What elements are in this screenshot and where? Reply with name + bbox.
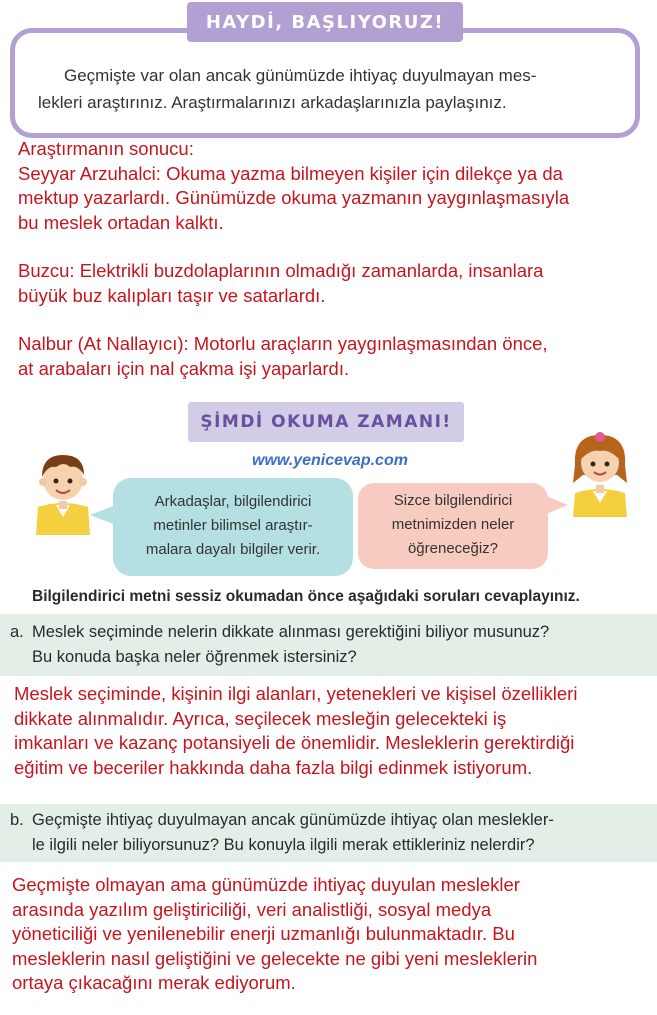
question-b-line: Geçmişte ihtiyaç duyulmayan ancak günümüzde ihtiyaç olan meslekler- (32, 811, 554, 829)
bubble-left-line: malara dayalı bilgiler verir. (145, 541, 321, 558)
answer-b-line: ortaya çıkacağını merak ediyorum. (12, 972, 296, 993)
question-label: b. (10, 811, 24, 829)
answer-a (14, 682, 654, 780)
question-label: a. (10, 623, 24, 641)
task-line-1: Geçmişte var olan ancak günümüzde ihtiyaç duyulmayan mes- (64, 66, 537, 85)
research-result (18, 137, 648, 381)
bubble-left-line: metinler bilimsel araştır- (153, 517, 313, 534)
answer-b (12, 873, 652, 996)
answer-b-line: yöneticiliği ve yenilenebilir enerji uzmanlığı bulunmaktadır. Bu (12, 923, 515, 944)
speech-bubble-right (358, 483, 548, 569)
research-line: Buzcu: Elektrikli buzdolaplarının olmadığı zamanlarda, insanlara (18, 260, 544, 281)
question-b-band (0, 804, 657, 862)
task-line-2: lekleri araştırınız. Araştırmalarınızı arkadaşlarınızla paylaşınız. (38, 93, 507, 112)
research-line: Araştırmanın sonucu: (18, 138, 194, 159)
research-line: bu meslek ortadan kalktı. (18, 211, 224, 233)
section-banner-reading: ŞİMDİ OKUMA ZAMANI! (188, 402, 464, 442)
answer-b-line: arasında yazılım geliştiriciliği, veri analistliği, sosyal medya (12, 898, 492, 920)
question-a-line: Bu konuda başka neler öğrenmek istersiniz? (32, 648, 357, 666)
task-instruction (38, 62, 622, 116)
answer-b-line: mesleklerin nasıl geliştiğini ve gelecekte ne gibi yeni mesleklerin (12, 947, 538, 969)
reading-instruction: Bilgilendirici metni sessiz okumadan önce aşağıdaki soruları cevaplayınız. (32, 588, 580, 605)
question-a-band (0, 614, 657, 676)
answer-a-line: dikkate alınmalıdır. Ayrıca, seçilecek mesleğin gelecekteki iş (14, 707, 507, 729)
section-banner-start: HAYDİ, BAŞLIYORUZ! (187, 2, 463, 42)
research-line: mektup yazarlardı. Günümüzde okuma yazmanın yaygınlaşmasıyla (18, 187, 570, 208)
watermark-text: www.yenicevap.com (252, 452, 408, 469)
research-line: at arabaları için nal çakma işi yaparlardı. (18, 357, 350, 379)
answer-a-line: eğitim ve beceriler hakkında daha fazla bilgi edinmek istiyorum. (14, 756, 533, 778)
research-line: büyük buz kalıpları taşır ve satarlardı. (18, 284, 326, 306)
bubble-right-line: metnimizden neler (391, 516, 515, 533)
girl-character-illustration (565, 425, 635, 517)
bubble-right-line: Sizce bilgilendirici (393, 492, 513, 509)
bubble-right-line: öğreneceğiz? (407, 540, 499, 557)
answer-a-line: Meslek seçiminde, kişinin ilgi alanları, yetenekleri ve kişisel özellikleri (14, 683, 578, 704)
bubble-tail-right (546, 496, 568, 514)
research-line: Nalbur (At Nallayıcı): Motorlu araçların yaygınlaşmasından önce, (18, 333, 548, 354)
answer-b-line: Geçmişte olmayan ama günümüzde ihtiyaç duyulan meslekler (12, 874, 520, 895)
speech-bubble-left (113, 478, 353, 576)
question-a-line: Meslek seçiminde nelerin dikkate alınması gerektiğini biliyor musunuz? (32, 623, 550, 641)
question-b-line: le ilgili neler biliyorsunuz? Bu konuyla ilgili merak ettikleriniz nelerdir? (32, 836, 535, 854)
answer-a-line: imkanları ve kazanç potansiyeli de önemlidir. Mesleklerin gerektirdiği (14, 732, 575, 753)
research-line: Seyyar Arzuhalci: Okuma yazma bilmeyen kişiler için dilekçe ya da (18, 162, 563, 184)
bubble-left-line: Arkadaşlar, bilgilendirici (154, 493, 312, 510)
boy-character-illustration (28, 445, 98, 535)
